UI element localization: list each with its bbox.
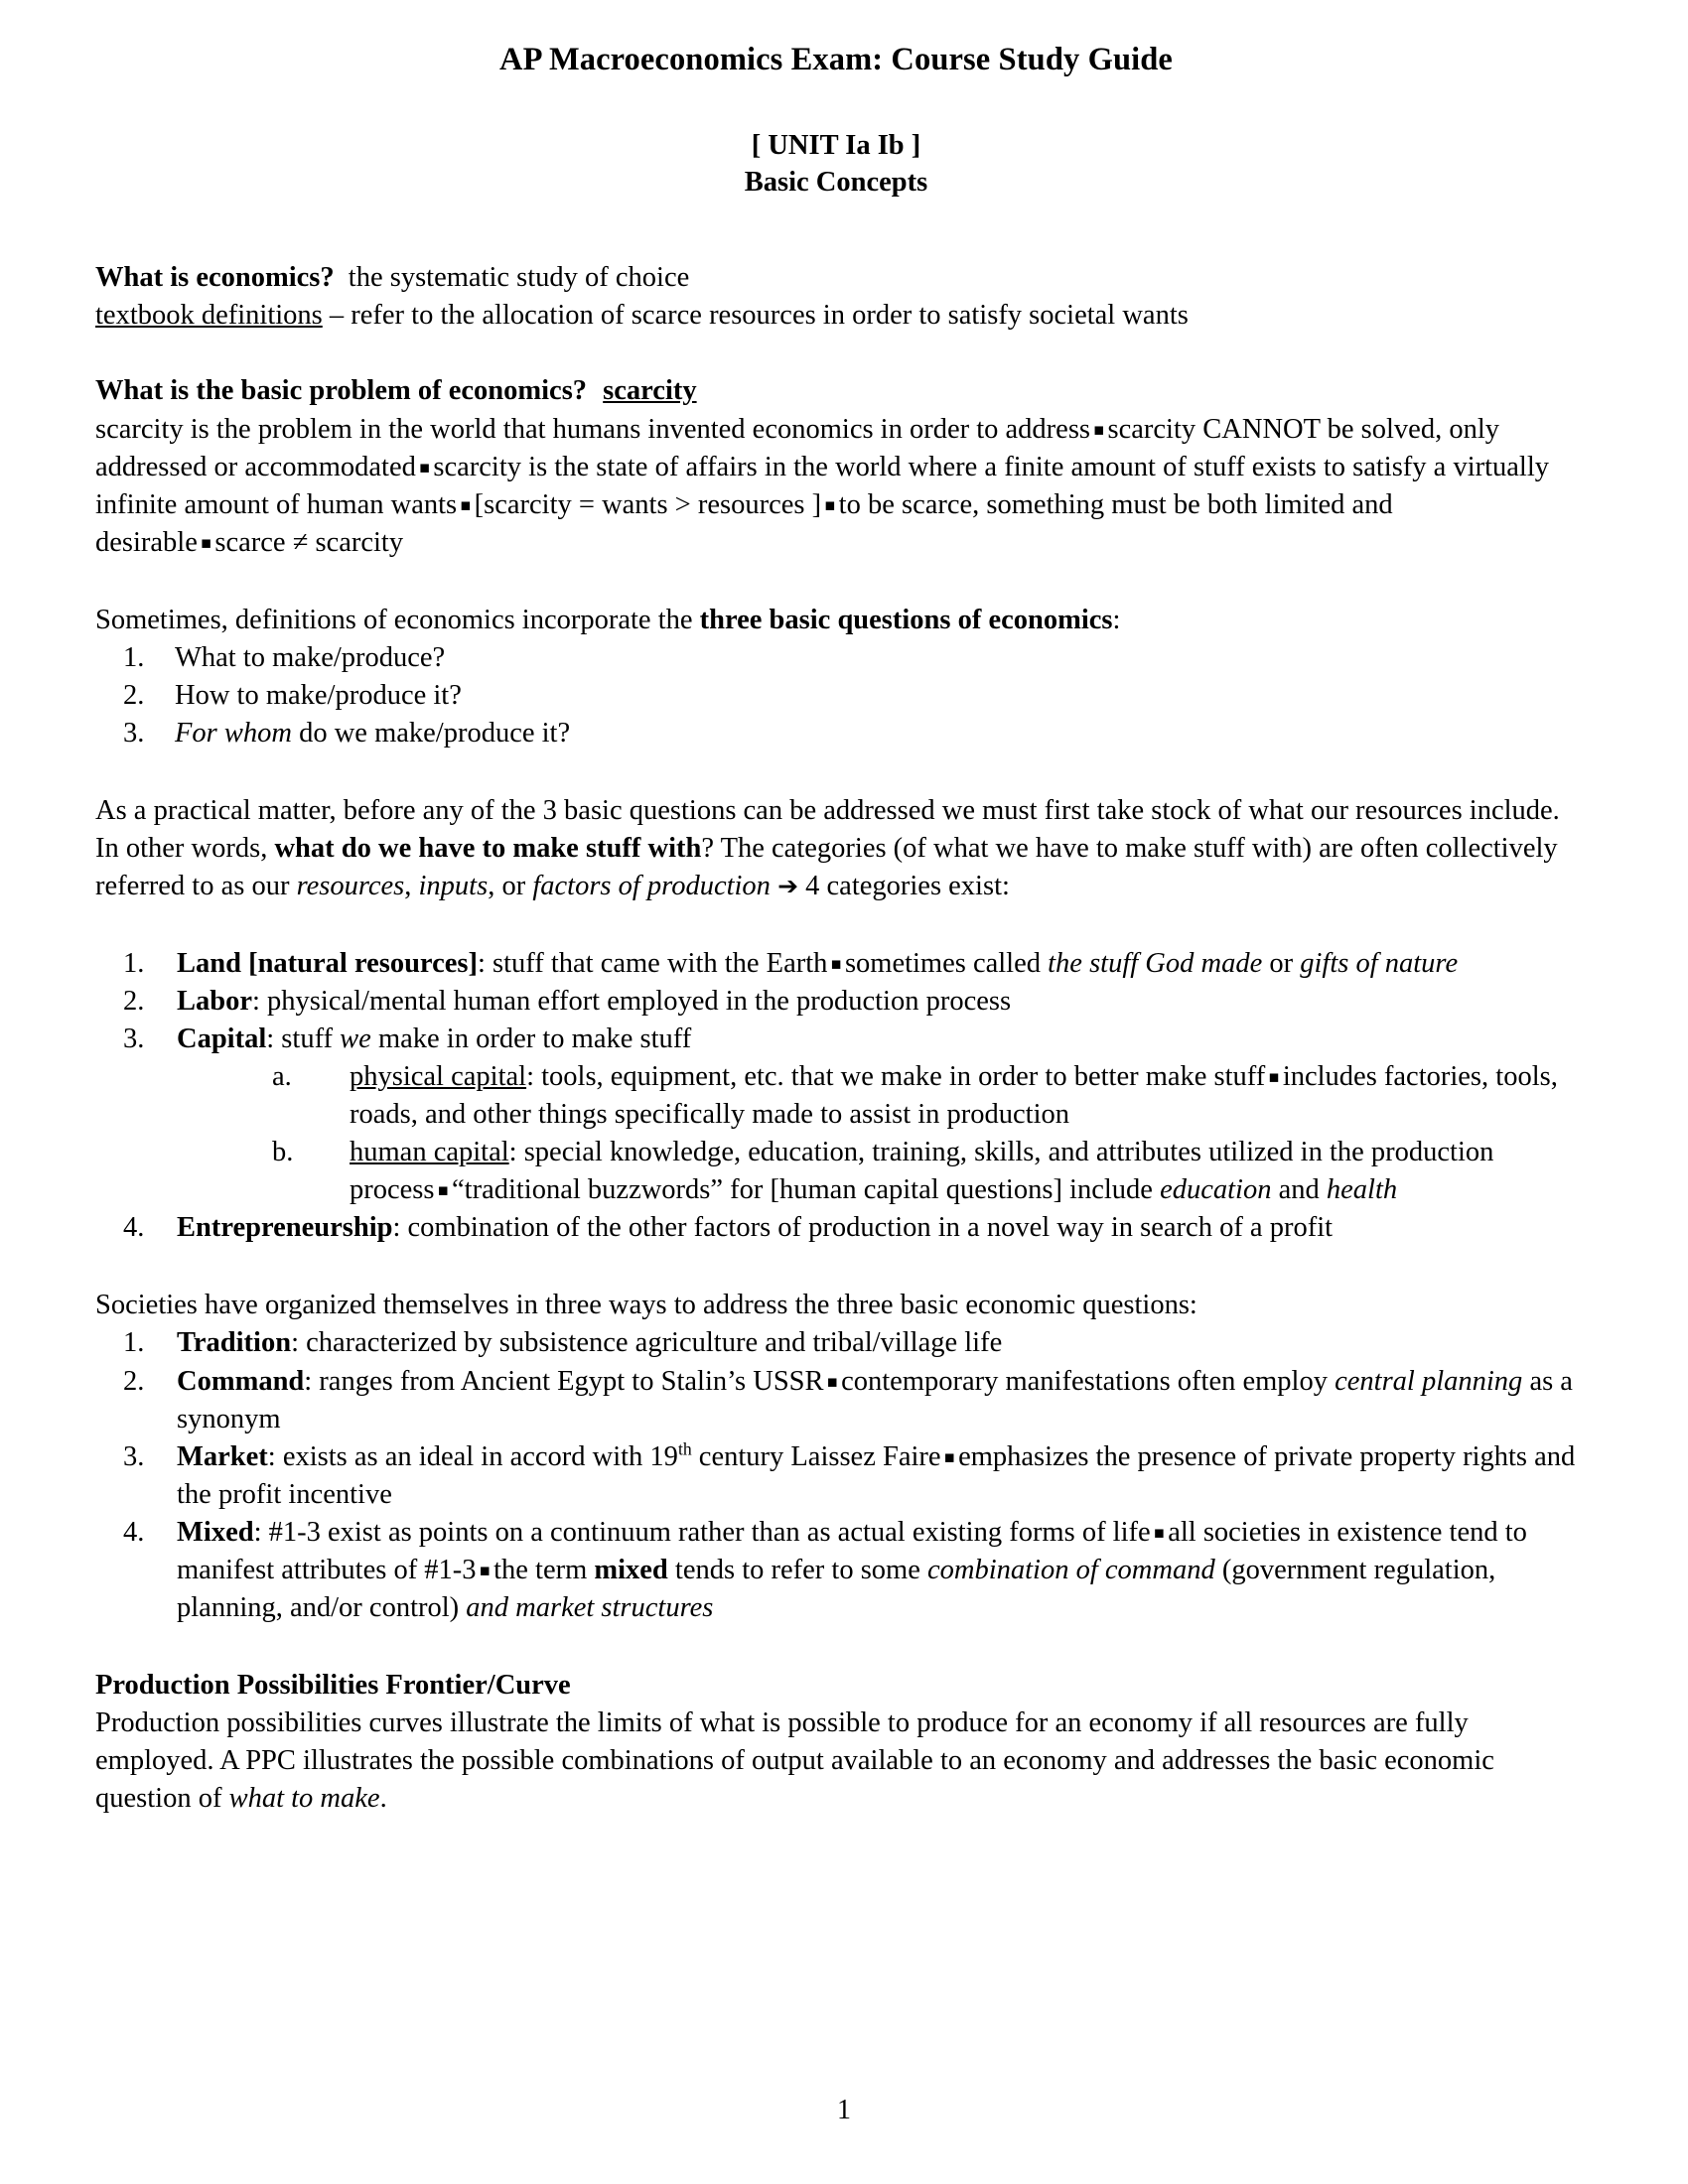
page-number: 1 [837, 2095, 851, 2125]
list-item-italic-lead: For whom [175, 717, 292, 749]
list-marker-labor: 2. [123, 986, 145, 1018]
ppf-body-text-1: Production possibilities curves illustrate the limits of what is possible to produce for an economy if all resources are fully employed. A PPC illustrates the possible combinations of output available to an economy and addresses the basic economic question of [95, 1706, 1494, 1814]
list-marker: 3. [123, 717, 145, 749]
capital-sub-list [177, 1058, 1577, 1209]
society-command-text-3: as a synonym [177, 1365, 1573, 1434]
practical-matter-part-3: 4 categories exist: [798, 870, 1010, 901]
society-market-text-1: : exists as an ideal in accord with 19 [267, 1440, 678, 1472]
textbook-definitions-line [95, 297, 1577, 335]
list-marker-market: 3. [123, 1440, 145, 1472]
practical-matter-part-1: As a practical matter, before any of the 3 basic questions can be addressed we must first take stock of what our resources include. In other words, [95, 794, 1560, 864]
human-capital-italic-health: health [1326, 1174, 1398, 1206]
factor-capital-text-2: make in order to make stuff [370, 1024, 692, 1055]
practical-matter-comma-1: , [404, 870, 419, 901]
physical-capital-text-1: : tools, equipment, etc. that we make in order to better make stuff [526, 1061, 1266, 1093]
list-item-text: What to make/produce? [175, 641, 446, 673]
society-name-tradition: Tradition [177, 1327, 292, 1359]
factor-name-land: Land [natural resources] [177, 948, 478, 980]
society-mixed-text-3: the term [493, 1554, 595, 1585]
what-is-economics-heading: What is economics? [95, 262, 335, 294]
list-marker-land: 1. [123, 948, 145, 980]
list-item [95, 1209, 1577, 1247]
practical-matter-bold-question: what do we have to make stuff with [274, 832, 702, 864]
bullet-separator-icon: ▪ [824, 494, 836, 515]
society-name-market: Market [177, 1440, 268, 1472]
human-capital-text-1: : special knowledge, education, training, skills, and attributes utilized in the production process [350, 1137, 1494, 1206]
unit-heading-block [95, 127, 1577, 203]
term-physical-capital: physical capital [350, 1061, 527, 1093]
three-questions-lead-post: : [1112, 604, 1121, 635]
term-factors-of-production: factors of production [532, 870, 771, 901]
societies-list [95, 1324, 1577, 1626]
society-tradition-text: : characterized by subsistence agriculture and tribal/village life [291, 1327, 1003, 1359]
bullet-separator-icon: ▪ [200, 532, 212, 553]
society-mixed-text-2: all societies in existence tend to manifest attributes of #1-3 [177, 1516, 1527, 1585]
list-marker-command: 2. [123, 1365, 145, 1397]
list-item-text: do we make/produce it? [291, 717, 571, 749]
society-mixed-text-1: : #1-3 exist as points on a continuum rather than as actual existing forms of life [253, 1516, 1151, 1548]
factor-name-capital: Capital [177, 1024, 267, 1055]
factor-land-italic-1: the stuff God made [1048, 948, 1263, 980]
list-item [95, 1363, 1577, 1438]
list-marker-capital: 3. [123, 1024, 145, 1055]
basic-problem-heading: What is the basic problem of economics? [95, 375, 588, 407]
bullet-separator-icon: ▪ [1268, 1067, 1280, 1088]
list-item-text: How to make/produce it? [175, 679, 462, 711]
society-command-text-2: contemporary manifestations often employ [841, 1365, 1336, 1397]
factor-land-text-3: or [1262, 948, 1301, 980]
bullet-separator-icon: ▪ [1093, 419, 1105, 440]
society-market-text-2: century Laissez Faire [691, 1440, 941, 1472]
factor-labor-text: : physical/mental human effort employed in the production process [252, 986, 1012, 1018]
factor-name-entrepreneurship: Entrepreneurship [177, 1212, 393, 1244]
society-name-mixed: Mixed [177, 1516, 254, 1548]
term-and-market-structures: and market structures [466, 1591, 714, 1623]
list-item [95, 677, 1577, 715]
unit-subtitle: Basic Concepts [744, 167, 928, 199]
society-mixed-text-5: (government regulation, planning, and/or control) [177, 1554, 1496, 1623]
list-item [95, 715, 1577, 752]
factor-capital-italic-we: we [340, 1024, 371, 1055]
factor-capital-text-1: : stuff [266, 1024, 341, 1055]
textbook-definitions-rest: – refer to the allocation of scarce resources in order to satisfy societal wants [329, 300, 1189, 332]
term-resources: resources [296, 870, 405, 901]
three-questions-lead-pre: Sometimes, definitions of economics incorporate the [95, 604, 700, 635]
ppf-body [95, 1705, 1577, 1818]
scarcity-clause-3: scarcity is the state of affairs in the world where a finite amount of stuff exists to satisfy a virtually infinite amount of human wants [95, 451, 1550, 520]
basic-problem-answer: scarcity [603, 375, 697, 407]
what-is-economics-definition: the systematic study of choice [348, 262, 690, 294]
scarcity-clause-4: [scarcity = wants > resources ] [474, 488, 822, 520]
society-name-command: Command [177, 1365, 305, 1397]
society-mixed-text-4: tends to refer to some [667, 1554, 927, 1585]
page-title: AP Macroeconomics Exam: Course Study Guide [499, 42, 1173, 77]
basic-problem-heading-line [95, 372, 1577, 410]
ppf-heading: Production Possibilities Frontier/Curve [95, 1669, 571, 1701]
list-item [95, 945, 1577, 983]
society-mixed-bold-term: mixed [594, 1554, 668, 1585]
what-is-economics-line [95, 259, 1577, 297]
bullet-separator-icon: ▪ [437, 1180, 450, 1201]
right-arrow-icon: ➔ [777, 871, 799, 900]
list-item [95, 1438, 1577, 1514]
practical-matter-comma-2: , or [488, 870, 533, 901]
list-marker: 1. [123, 641, 145, 673]
three-questions-lead-in [95, 602, 1577, 639]
list-item [95, 639, 1577, 677]
list-marker-physical-capital: a. [272, 1061, 292, 1093]
list-item [95, 983, 1577, 1021]
factor-name-labor: Labor [177, 986, 253, 1018]
basic-problem-body [95, 411, 1577, 562]
term-central-planning: central planning [1335, 1365, 1523, 1397]
factor-entrepreneurship-text: : combination of the other factors of production in a novel way in search of a profit [392, 1212, 1334, 1244]
ppf-body-text-2: . [379, 1782, 387, 1814]
societies-lead-in: Societies have organized themselves in three ways to address the three basic economic questions: [95, 1290, 1197, 1321]
three-questions-bold-phrase: three basic questions of economics [699, 604, 1113, 635]
human-capital-text-3: and [1271, 1174, 1327, 1206]
unit-label: [ UNIT Ia Ib ] [751, 129, 921, 161]
practical-matter-part-2: ? The categories (of what we have to make stuff with) are often collectively referred to as our [95, 832, 1558, 901]
factor-land-italic-2: gifts of nature [1300, 948, 1459, 980]
three-questions-list [95, 639, 1577, 752]
bullet-separator-icon: ▪ [943, 1446, 956, 1467]
list-marker-tradition: 1. [123, 1327, 145, 1359]
scarcity-clause-2: scarcity CANNOT be solved, only addressed or accommodated [95, 413, 1499, 482]
scarcity-clause-6: scarce ≠ scarcity [214, 526, 404, 558]
list-marker-human-capital: b. [272, 1137, 294, 1168]
physical-capital-text-2: includes factories, tools, roads, and other things specifically made to assist in production [350, 1061, 1558, 1131]
list-marker-mixed: 4. [123, 1516, 145, 1548]
factors-of-production-list [95, 945, 1577, 1247]
bullet-separator-icon: ▪ [1153, 1522, 1166, 1543]
textbook-definitions-term: textbook definitions [95, 300, 323, 332]
list-item [95, 1324, 1577, 1362]
list-marker: 2. [123, 679, 145, 711]
list-item [272, 1134, 1577, 1209]
practical-matter-paragraph [95, 792, 1577, 905]
human-capital-italic-education: education [1160, 1174, 1272, 1206]
term-combination-of-command: combination of command [926, 1554, 1215, 1585]
society-market-text-3: emphasizes the presence of private property rights and the profit incentive [177, 1440, 1576, 1510]
list-marker-entrepreneurship: 4. [123, 1212, 145, 1244]
term-inputs: inputs [418, 870, 489, 901]
bullet-separator-icon: ▪ [418, 457, 431, 478]
ordinal-suffix: th [677, 1438, 692, 1459]
list-item [95, 1514, 1577, 1627]
scarcity-clause-5: to be scarce, something must be both limited and desirable [95, 488, 1393, 558]
scarcity-clause-1: scarcity is the problem in the world that humans invented economics in order to address [95, 413, 1090, 445]
bullet-separator-icon: ▪ [830, 954, 842, 975]
list-item [272, 1058, 1577, 1134]
term-what-to-make: what to make [228, 1782, 380, 1814]
bullet-separator-icon: ▪ [479, 1560, 492, 1580]
bullet-separator-icon: ▪ [826, 1371, 839, 1392]
bullet-separator-icon: ▪ [460, 494, 472, 515]
term-human-capital: human capital [350, 1137, 509, 1168]
factor-land-text-1: : stuff that came with the Earth [477, 948, 828, 980]
human-capital-text-2: “traditional buzzwords” for [human capital questions] include [452, 1174, 1161, 1206]
factor-land-text-2: sometimes called [844, 948, 1049, 980]
list-item [95, 1021, 1577, 1209]
society-command-text-1: : ranges from Ancient Egypt to Stalin’s USSR [304, 1365, 824, 1397]
